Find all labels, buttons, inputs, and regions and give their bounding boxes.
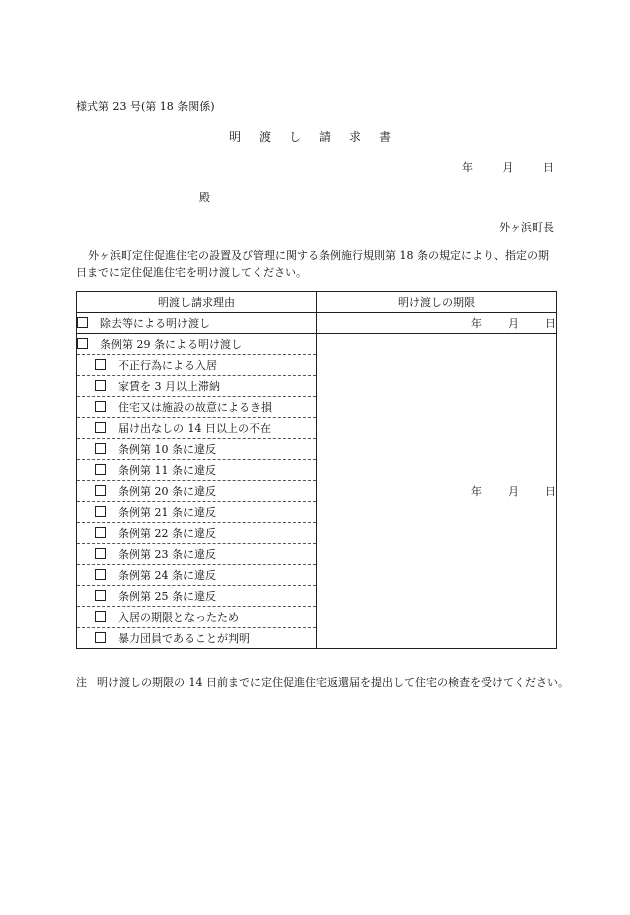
table-row [77,334,557,355]
reason-cell [77,355,317,376]
note-label: 注 [76,676,87,689]
reason-label: 届け出なしの 14 日以上の不在 [118,422,271,435]
reason-label: 条例第 22 条に違反 [118,527,216,540]
day-label: 日 [543,161,554,174]
reason-cell [77,523,317,544]
reasons-table [76,291,557,649]
day-label: 日 [545,317,556,330]
month-label: 月 [508,485,519,498]
checkbox[interactable] [77,317,88,328]
addressee: 殿 [199,191,210,204]
checkbox[interactable] [95,527,106,538]
reason-cell [77,439,317,460]
checkbox[interactable] [95,611,106,622]
reason-cell [77,502,317,523]
month-label: 月 [502,161,514,174]
month-label: 月 [508,317,519,330]
reason-cell [77,481,317,502]
reason-cell [77,586,317,607]
deadline-cell-removal [317,313,557,334]
issue-date [436,159,554,175]
reason-label: 除去等による明け渡し [100,317,210,330]
year-label: 年 [471,485,482,498]
year-label: 年 [462,161,473,174]
reason-cell [77,313,317,334]
reason-label: 条例第 21 条に違反 [118,506,216,519]
day-label: 日 [545,485,556,498]
reason-label: 条例第 29 条による明け渡し [100,338,242,351]
reason-header: 明渡し請求理由 [77,292,317,313]
form-number: 様式第 23 号(第 18 条関係) [76,100,215,113]
reason-cell [77,334,317,355]
table-header-row [77,292,557,313]
reason-label: 暴力団員であることが判明 [118,632,250,645]
checkbox[interactable] [95,569,106,580]
reason-label: 住宅又は施設の故意によるき損 [118,401,272,414]
reason-cell [77,565,317,586]
reason-label: 条例第 20 条に違反 [118,485,216,498]
reason-label: 不正行為による入居 [118,359,217,372]
reason-cell [77,460,317,481]
reason-cell [77,544,317,565]
reason-cell [77,418,317,439]
checkbox[interactable] [95,359,106,370]
reason-label: 条例第 10 条に違反 [118,443,216,456]
body-text: 外ヶ浜町定住促進住宅の設置及び管理に関する条例施行規則第 18 条の規定により、指定の期日までに定住促進住宅を明け渡してください。 [76,249,549,279]
reason-cell [77,607,317,628]
reason-label: 家賃を 3 月以上滞納 [118,380,220,393]
document-title: 明渡し請求書 [228,130,409,144]
checkbox[interactable] [95,380,106,391]
deadline-header: 明け渡しの期限 [317,292,557,313]
checkbox[interactable] [95,464,106,475]
reason-cell [77,628,317,649]
deadline-cell-ordinance [317,334,557,649]
checkbox[interactable] [95,590,106,601]
issuer: 外ヶ浜町長 [499,221,554,234]
checkbox[interactable] [77,338,88,349]
reason-label: 条例第 23 条に違反 [118,548,216,561]
checkbox[interactable] [95,485,106,496]
checkbox[interactable] [95,548,106,559]
note [76,674,570,691]
reason-label: 入居の期限となったため [118,611,239,624]
reason-label: 条例第 25 条に違反 [118,590,216,603]
checkbox[interactable] [95,422,106,433]
note-text: 明け渡しの期限の 14 日前までに定住促進住宅返還届を提出して住宅の検査を受けてください。 [97,676,569,689]
checkbox[interactable] [95,401,106,412]
reason-label: 条例第 11 条に違反 [118,464,216,477]
reason-cell [77,376,317,397]
checkbox[interactable] [95,506,106,517]
reason-label: 条例第 24 条に違反 [118,569,216,582]
checkbox[interactable] [95,443,106,454]
year-label: 年 [471,317,482,330]
table-row [77,313,557,334]
reason-cell [77,397,317,418]
checkbox[interactable] [95,632,106,643]
